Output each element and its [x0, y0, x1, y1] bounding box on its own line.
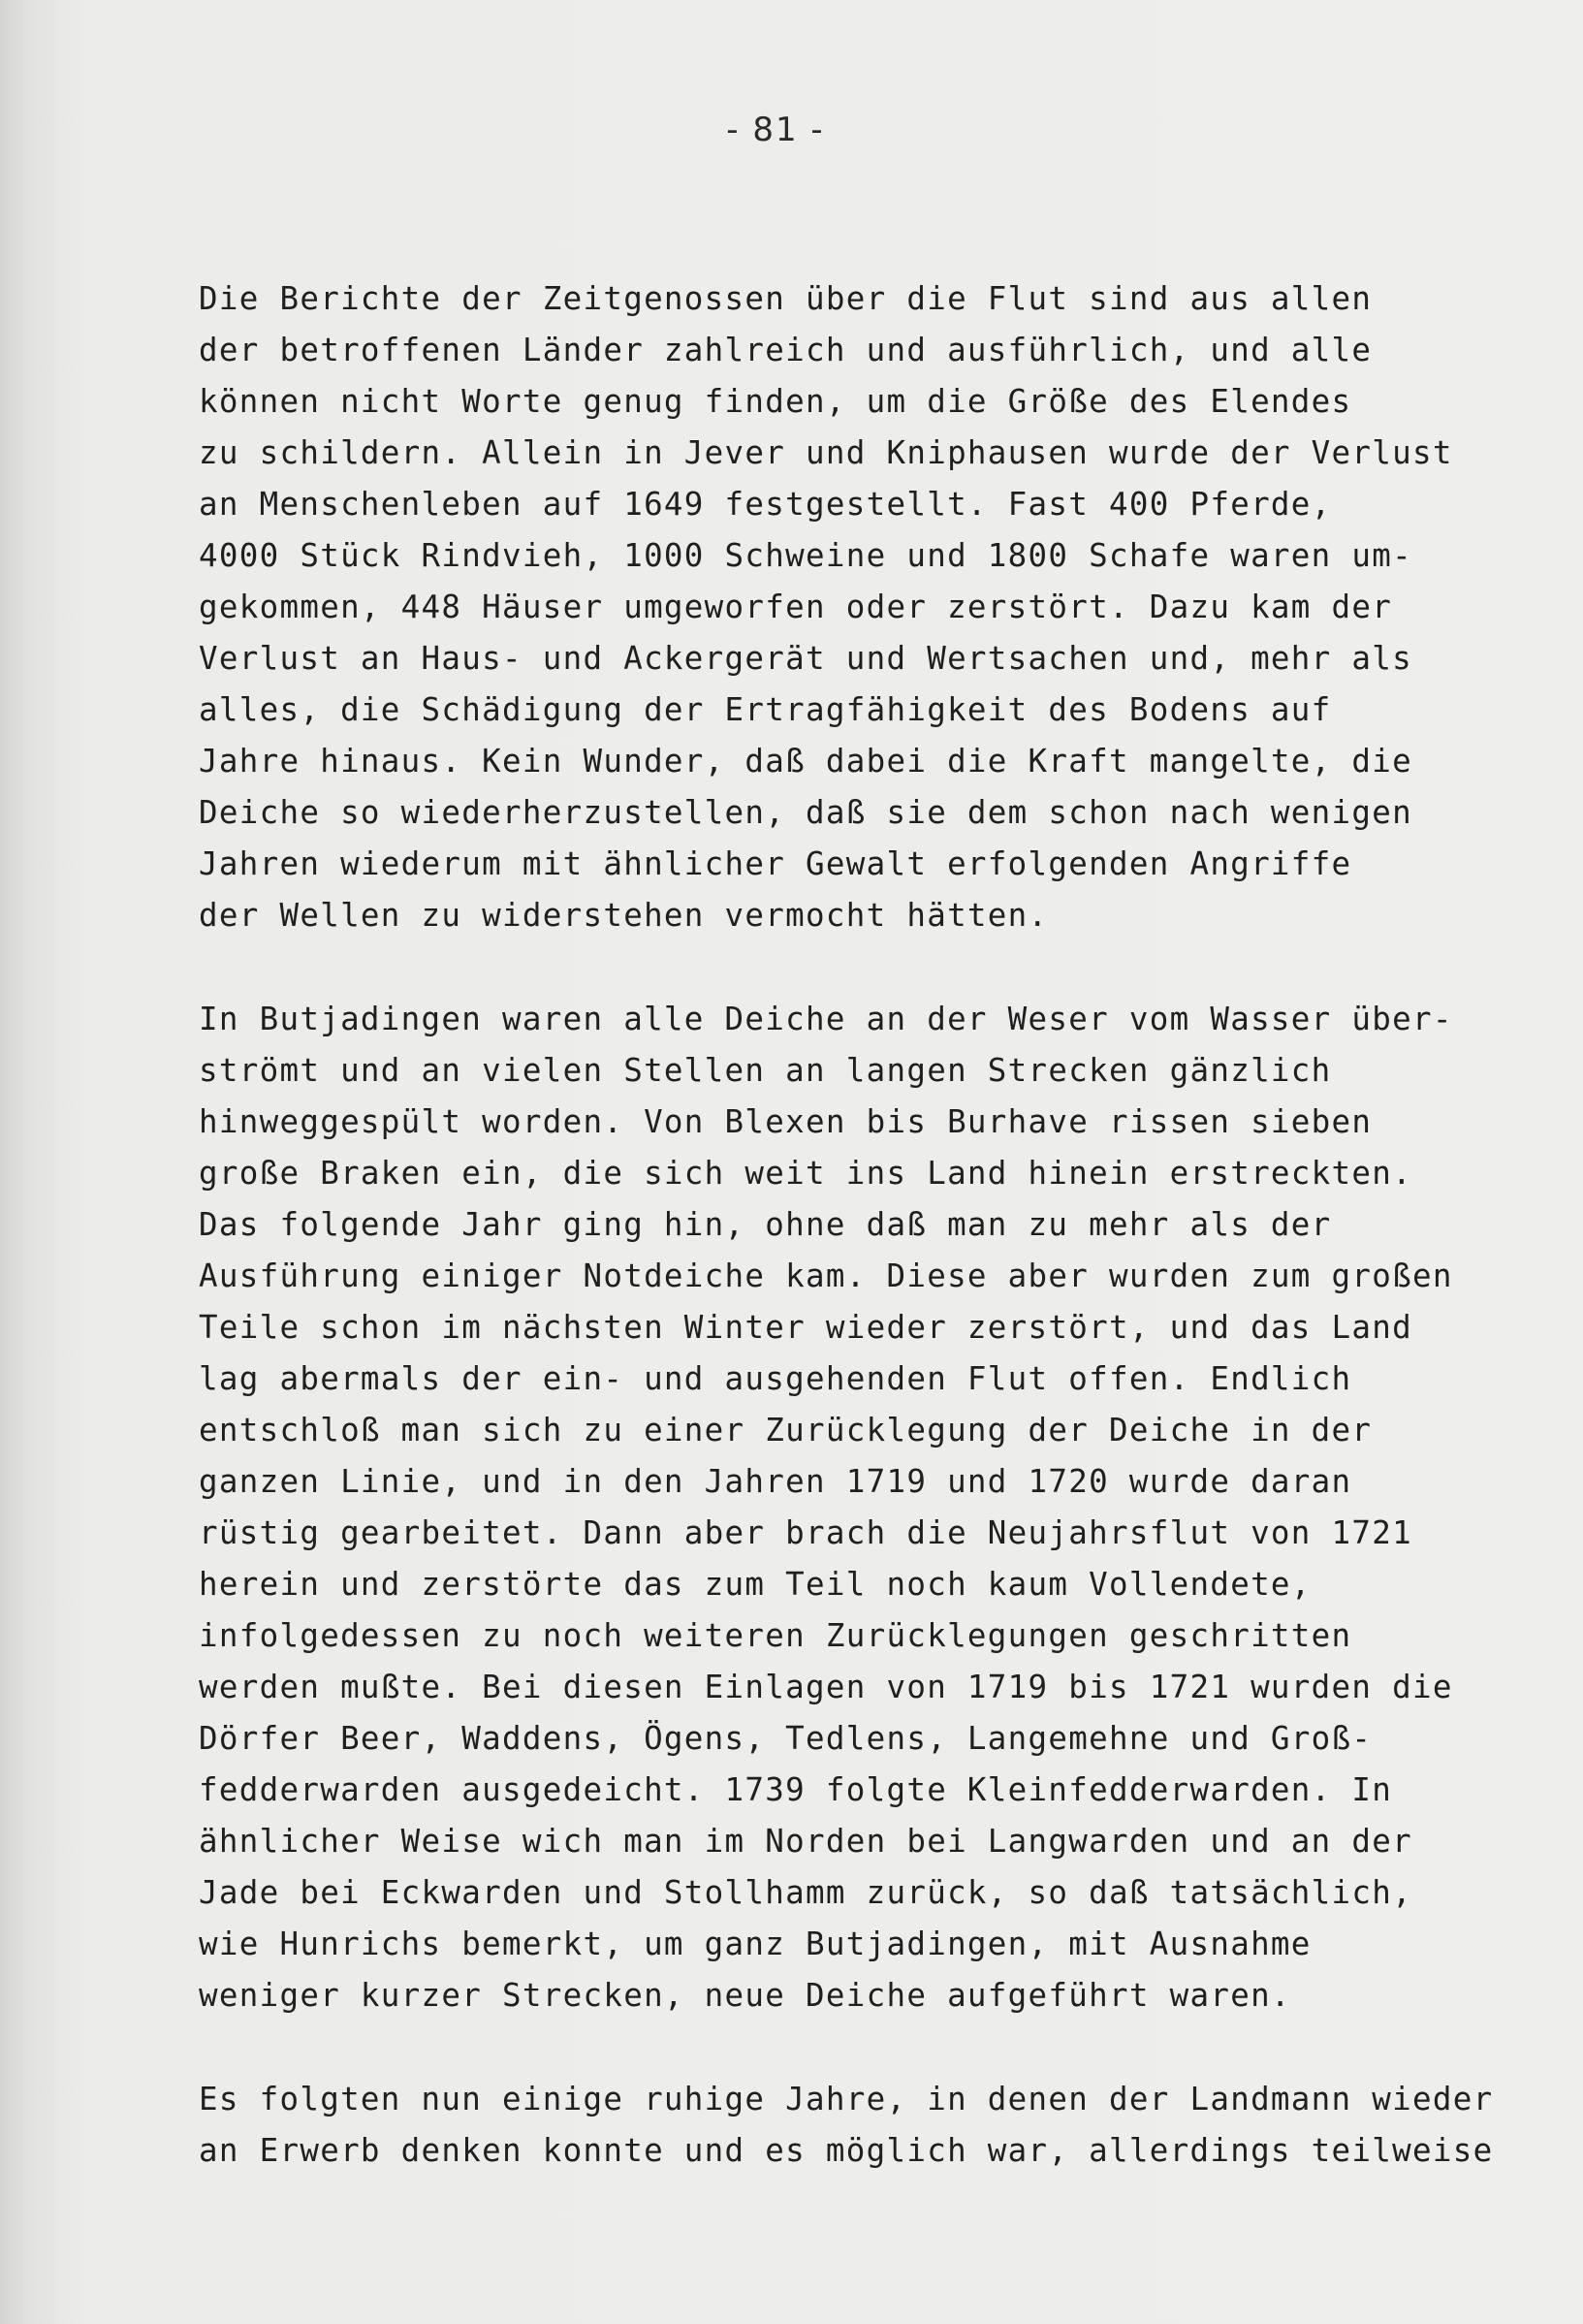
text-line: zu schildern. Allein in Jever und Kniphausen wurde der Verlust [199, 434, 1453, 471]
text-line: Jade bei Eckwarden und Stollhamm zurück, so daß tatsächlich, [199, 1874, 1412, 1911]
text-line: infolgedessen zu noch weiteren Zurücklegungen geschritten [199, 1617, 1352, 1654]
text-line: an Menschenleben auf 1649 festgestellt. Fast 400 Pferde, [199, 486, 1332, 523]
text-line: fedderwarden ausgedeicht. 1739 folgte Kleinfedderwarden. In [199, 1771, 1393, 1808]
text-line: Jahren wiederum mit ähnlicher Gewalt erfolgenden Angriffe [199, 845, 1352, 882]
text-line: lag abermals der ein- und ausgehenden Flut offen. Endlich [199, 1360, 1352, 1397]
text-line: Ausführung einiger Notdeiche kam. Diese aber wurden zum großen [199, 1258, 1453, 1294]
text-line: der betroffenen Länder zahlreich und ausführlich, und alle [199, 332, 1373, 368]
page-number: - 81 - [726, 111, 825, 149]
text-line: weniger kurzer Strecken, neue Deiche aufgeführt waren. [199, 1977, 1291, 2014]
text-line: wie Hunrichs bemerkt, um ganz Butjadingen, mit Ausnahme [199, 1926, 1312, 1962]
text-line: werden mußte. Bei diesen Einlagen von 1719 bis 1721 wurden die [199, 1669, 1453, 1705]
text-line: hinweggespült worden. Von Blexen bis Burhave rissen sieben [199, 1103, 1373, 1140]
text-line: Es folgten nun einige ruhige Jahre, in denen der Landmann wieder [199, 2081, 1494, 2117]
paragraph [199, 994, 1517, 2022]
text-line: alles, die Schädigung der Ertragfähigkeit des Bodens auf [199, 691, 1332, 728]
text-line: strömt und an vielen Stellen an langen Strecken gänzlich [199, 1052, 1332, 1089]
text-line: Jahre hinaus. Kein Wunder, daß dabei die Kraft mangelte, die [199, 743, 1412, 780]
text-line: 4000 Stück Rindvieh, 1000 Schweine und 1800 Schafe waren um- [199, 537, 1412, 574]
text-line: der Wellen zu widerstehen vermocht hätten. [199, 897, 1049, 934]
text-line: große Braken ein, die sich weit ins Land hinein erstreckten. [199, 1155, 1412, 1192]
text-line: Deiche so wiederherzustellen, daß sie dem schon nach wenigen [199, 794, 1412, 831]
text-line: an Erwerb denken konnte und es möglich war, allerdings teilweise [199, 2132, 1494, 2169]
paragraph [199, 273, 1517, 941]
text-line: Das folgende Jahr ging hin, ohne daß man zu mehr als der [199, 1206, 1332, 1243]
paragraph [199, 2074, 1517, 2177]
text-line: gekommen, 448 Häuser umgeworfen oder zerstört. Dazu kam der [199, 589, 1393, 625]
text-line: herein und zerstörte das zum Teil noch kaum Vollendete, [199, 1566, 1312, 1603]
text-line: können nicht Worte genug finden, um die Größe des Elendes [199, 383, 1352, 420]
text-line: In Butjadingen waren alle Deiche an der Weser vom Wasser über- [199, 1001, 1453, 1037]
text-line: Verlust an Haus- und Ackergerät und Wertsachen und, mehr als [199, 640, 1412, 677]
text-line: entschloß man sich zu einer Zurücklegung der Deiche in der [199, 1412, 1373, 1449]
text-line: ähnlicher Weise wich man im Norden bei Langwarden und an der [199, 1823, 1412, 1860]
text-line: Dörfer Beer, Waddens, Ögens, Tedlens, Langemehne und Groß- [199, 1720, 1373, 1757]
text-line: ganzen Linie, und in den Jahren 1719 und 1720 wurde daran [199, 1463, 1352, 1500]
text-line: rüstig gearbeitet. Dann aber brach die Neujahrsflut von 1721 [199, 1514, 1412, 1551]
text-line: Die Berichte der Zeitgenossen über die Flut sind aus allen [199, 280, 1373, 317]
body-text [199, 273, 1517, 2229]
text-line: Teile schon im nächsten Winter wieder zerstört, und das Land [199, 1309, 1412, 1346]
